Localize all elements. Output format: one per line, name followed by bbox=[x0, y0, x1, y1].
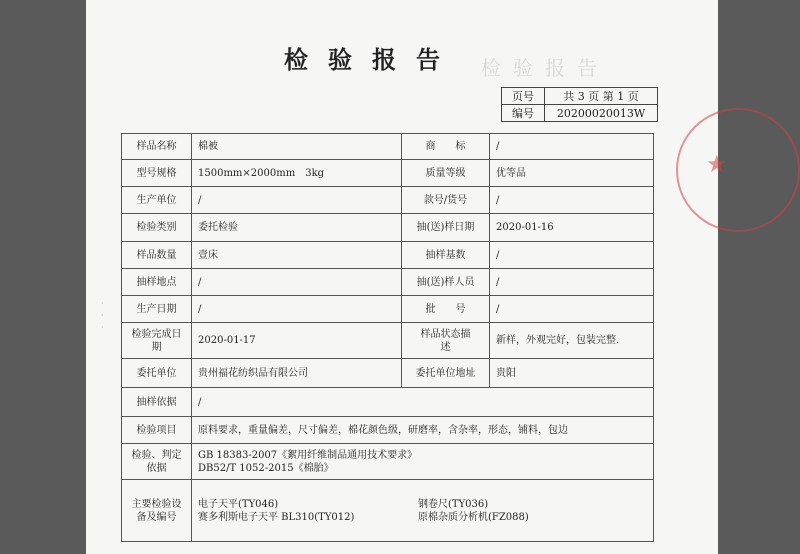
field-label: 抽(送)样人员 bbox=[402, 269, 490, 296]
equipment-item: 赛多利斯电子天平 BL310(TY012) bbox=[198, 511, 355, 523]
field-label: 检验完成日 期 bbox=[122, 323, 192, 359]
field-value: / bbox=[192, 187, 402, 214]
equipment-value bbox=[192, 480, 654, 542]
report-title: 检验报告 bbox=[284, 45, 460, 74]
test-items-value: 原料要求，重量偏差，尺寸偏差，棉花颜色级，研磨率，含杂率，形态，铺料，包边 bbox=[192, 417, 654, 444]
field-label: 抽(送)样日期 bbox=[402, 214, 490, 242]
basis-line: GB 18383-2007《絮用纤维制品通用技术要求》 bbox=[198, 449, 418, 461]
field-label: 样品名称 bbox=[122, 134, 192, 160]
field-label: 样品状态描 述 bbox=[402, 323, 490, 359]
field-value: / bbox=[490, 296, 654, 323]
binding-marks: · · · bbox=[101, 299, 104, 332]
field-value: / bbox=[192, 269, 402, 296]
table-row bbox=[122, 480, 654, 542]
seal-star-icon: ★ bbox=[706, 150, 728, 178]
field-label: 抽样地点 bbox=[122, 269, 192, 296]
field-label: 批 号 bbox=[402, 296, 490, 323]
field-value: / bbox=[490, 269, 654, 296]
field-value: 2020-01-16 bbox=[490, 214, 654, 242]
basis-line: DB52/T 1052-2015《棉胎》 bbox=[198, 462, 334, 474]
equipment-right bbox=[418, 498, 529, 524]
table-row bbox=[122, 388, 654, 417]
report-info-table bbox=[121, 133, 654, 542]
table-row bbox=[122, 134, 654, 160]
table-row bbox=[122, 323, 654, 359]
equipment-item: 电子天平(TY046) bbox=[198, 498, 279, 510]
official-seal bbox=[676, 108, 800, 232]
field-value: 优等品 bbox=[490, 160, 654, 187]
client-unit-value: 贵州福花纺织品有限公司 bbox=[192, 359, 402, 388]
page-label: 页号 bbox=[502, 88, 545, 105]
report-page bbox=[86, 0, 728, 554]
field-value: 1500mm×2000mm 3kg bbox=[192, 160, 402, 187]
field-value: / bbox=[490, 242, 654, 269]
field-value: 2020-01-17 bbox=[192, 323, 402, 359]
test-items-label: 检验项目 bbox=[122, 417, 192, 444]
number-value: 20200020013W bbox=[545, 105, 658, 122]
field-value: / bbox=[490, 134, 654, 160]
field-label: 型号规格 bbox=[122, 160, 192, 187]
equipment-label: 主要检验设备及编号 bbox=[122, 480, 192, 542]
field-label: 样品数量 bbox=[122, 242, 192, 269]
field-value: 棉被 bbox=[192, 134, 402, 160]
equipment-item: 钢卷尺(TY036) bbox=[418, 498, 489, 510]
field-value: 新样，外观完好，包装完整. bbox=[490, 323, 654, 359]
equipment-left bbox=[198, 498, 418, 524]
client-address-value: 贵阳 bbox=[490, 359, 654, 388]
field-label: 商 标 bbox=[402, 134, 490, 160]
field-value: / bbox=[490, 187, 654, 214]
field-label: 抽样基数 bbox=[402, 242, 490, 269]
test-basis-value bbox=[192, 444, 654, 480]
page-value: 共 3 页 第 1 页 bbox=[545, 88, 658, 105]
field-label: 款号/货号 bbox=[402, 187, 490, 214]
number-label: 编号 bbox=[502, 105, 545, 122]
equipment-item: 原棉杂质分析机(FZ088) bbox=[418, 511, 529, 523]
sampling-basis-value: / bbox=[192, 388, 654, 417]
sampling-basis-label: 抽样依据 bbox=[122, 388, 192, 417]
table-row bbox=[122, 160, 654, 187]
field-value: 壹床 bbox=[192, 242, 402, 269]
table-row bbox=[122, 296, 654, 323]
table-row bbox=[122, 214, 654, 242]
table-row bbox=[122, 187, 654, 214]
table-row bbox=[122, 359, 654, 388]
page-number-box bbox=[501, 87, 658, 122]
test-basis-label: 检验、判定依据 bbox=[122, 444, 192, 480]
field-label: 生产日期 bbox=[122, 296, 192, 323]
field-label: 生产单位 bbox=[122, 187, 192, 214]
table-row bbox=[122, 444, 654, 480]
field-value: / bbox=[192, 296, 402, 323]
client-address-label: 委托单位地址 bbox=[402, 359, 490, 388]
client-unit-label: 委托单位 bbox=[122, 359, 192, 388]
field-label: 检验类别 bbox=[122, 214, 192, 242]
field-value: 委托检验 bbox=[192, 214, 402, 242]
table-row bbox=[122, 417, 654, 444]
field-label: 质量等级 bbox=[402, 160, 490, 187]
table-row bbox=[122, 242, 654, 269]
table-row bbox=[122, 269, 654, 296]
bleed-through-text: 检验报告 bbox=[481, 56, 609, 80]
